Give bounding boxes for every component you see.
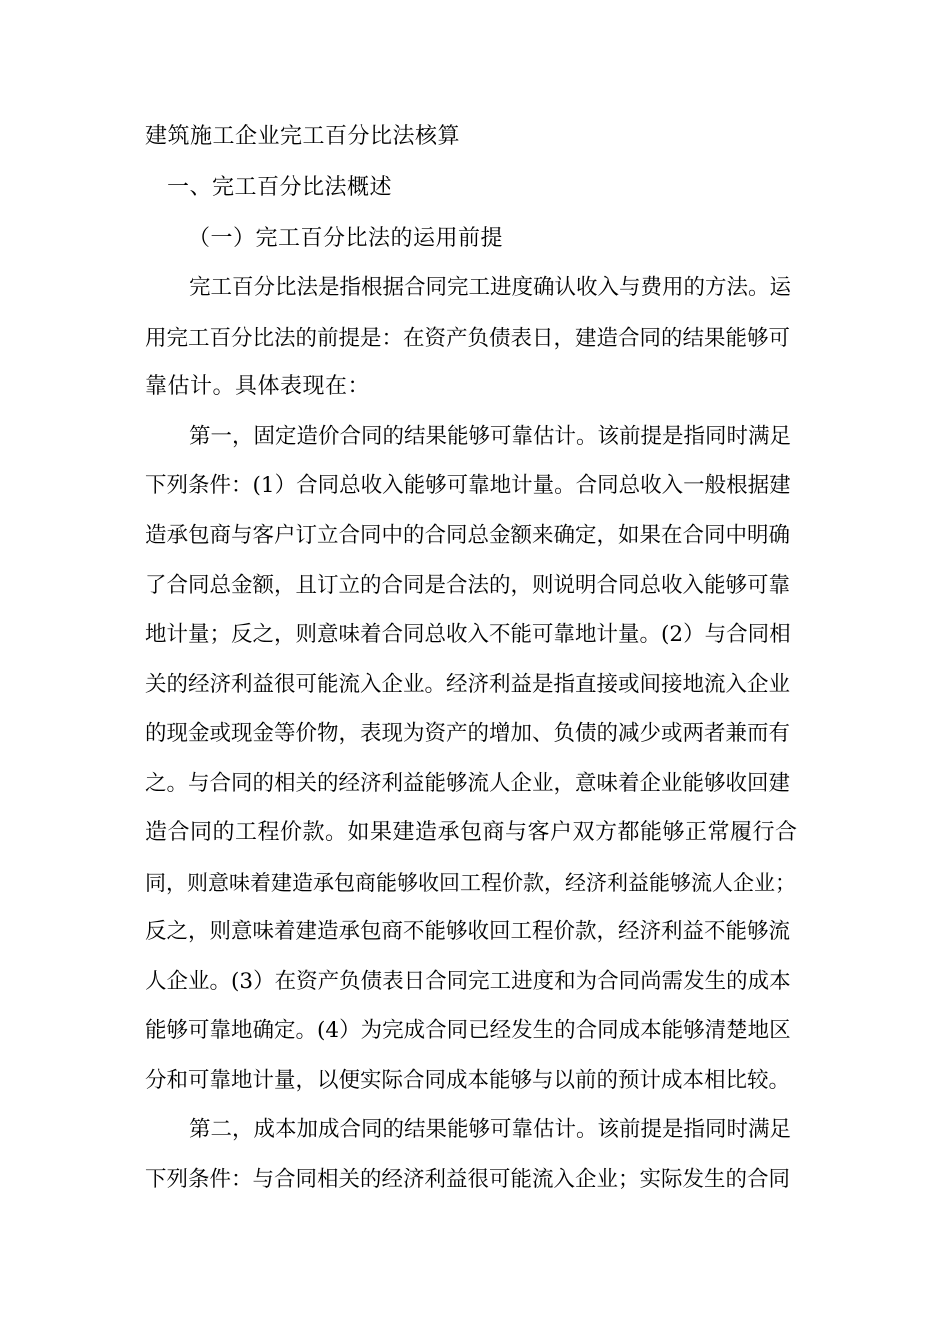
paragraph-line: 造合同的工程价款。如果建造承包商与客户双方都能够正常履行合: [145, 820, 798, 845]
section-heading: 一、完工百分比法概述: [167, 175, 393, 200]
paragraph-line: 用完工百分比法的前提是：在资产负债表日，建造合同的结果能够可: [145, 326, 791, 351]
paragraph-line: 之。与合同的相关的经济利益能够流人企业，意味着企业能够收回建: [145, 771, 791, 796]
paragraph-line: 下列条件：(1）合同总收入能够可靠地计量。合同总收入一般根据建: [145, 473, 791, 498]
paragraph-line: 同，则意味着建造承包商能够收回工程价款，经济利益能够流人企业；: [145, 871, 796, 895]
paragraph-line: 第一，固定造价合同的结果能够可靠估计。该前提是指同时满足: [189, 424, 792, 449]
document-title: 建筑施工企业完工百分比法核算: [145, 124, 461, 149]
paragraph-line: 能够可靠地确定。(4）为完成合同已经发生的合同成本能够清楚地区: [145, 1018, 791, 1043]
paragraph-line: 完工百分比法是指根据合同完工进度确认收入与费用的方法。运: [189, 275, 792, 300]
paragraph-line: 反之，则意味着建造承包商不能够收回工程价款，经济利益不能够流: [145, 919, 791, 944]
paragraph-line: 造承包商与客户订立合同中的合同总金额来确定，如果在合同中明确: [145, 523, 791, 548]
subsection-heading: （一）完工百分比法的运用前提: [188, 226, 504, 251]
paragraph-line: 下列条件：与合同相关的经济利益很可能流入企业；实际发生的合同: [145, 1167, 791, 1192]
paragraph-line: 第二，成本加成合同的结果能够可靠估计。该前提是指同时满足: [189, 1117, 792, 1142]
paragraph-line: 分和可靠地计量，以便实际合同成本能够与以前的预计成本相比较。: [145, 1068, 791, 1093]
paragraph-line: 人企业。(3）在资产负债表日合同完工进度和为合同尚需发生的成本: [145, 969, 791, 994]
paragraph-line: 地计量；反之，则意味着合同总收入不能可靠地计量。(2）与合同相: [145, 622, 791, 647]
paragraph-line: 的现金或现金等价物，表现为资产的增加、负债的减少或两者兼而有: [145, 721, 791, 746]
paragraph-line: 了合同总金额，且订立的合同是合法的，则说明合同总收入能够可靠: [145, 573, 791, 598]
paragraph-line: 关的经济利益很可能流入企业。经济利益是指直接或间接地流入企业: [145, 672, 791, 697]
paragraph-line: 靠估计。具体表现在：: [145, 374, 371, 399]
